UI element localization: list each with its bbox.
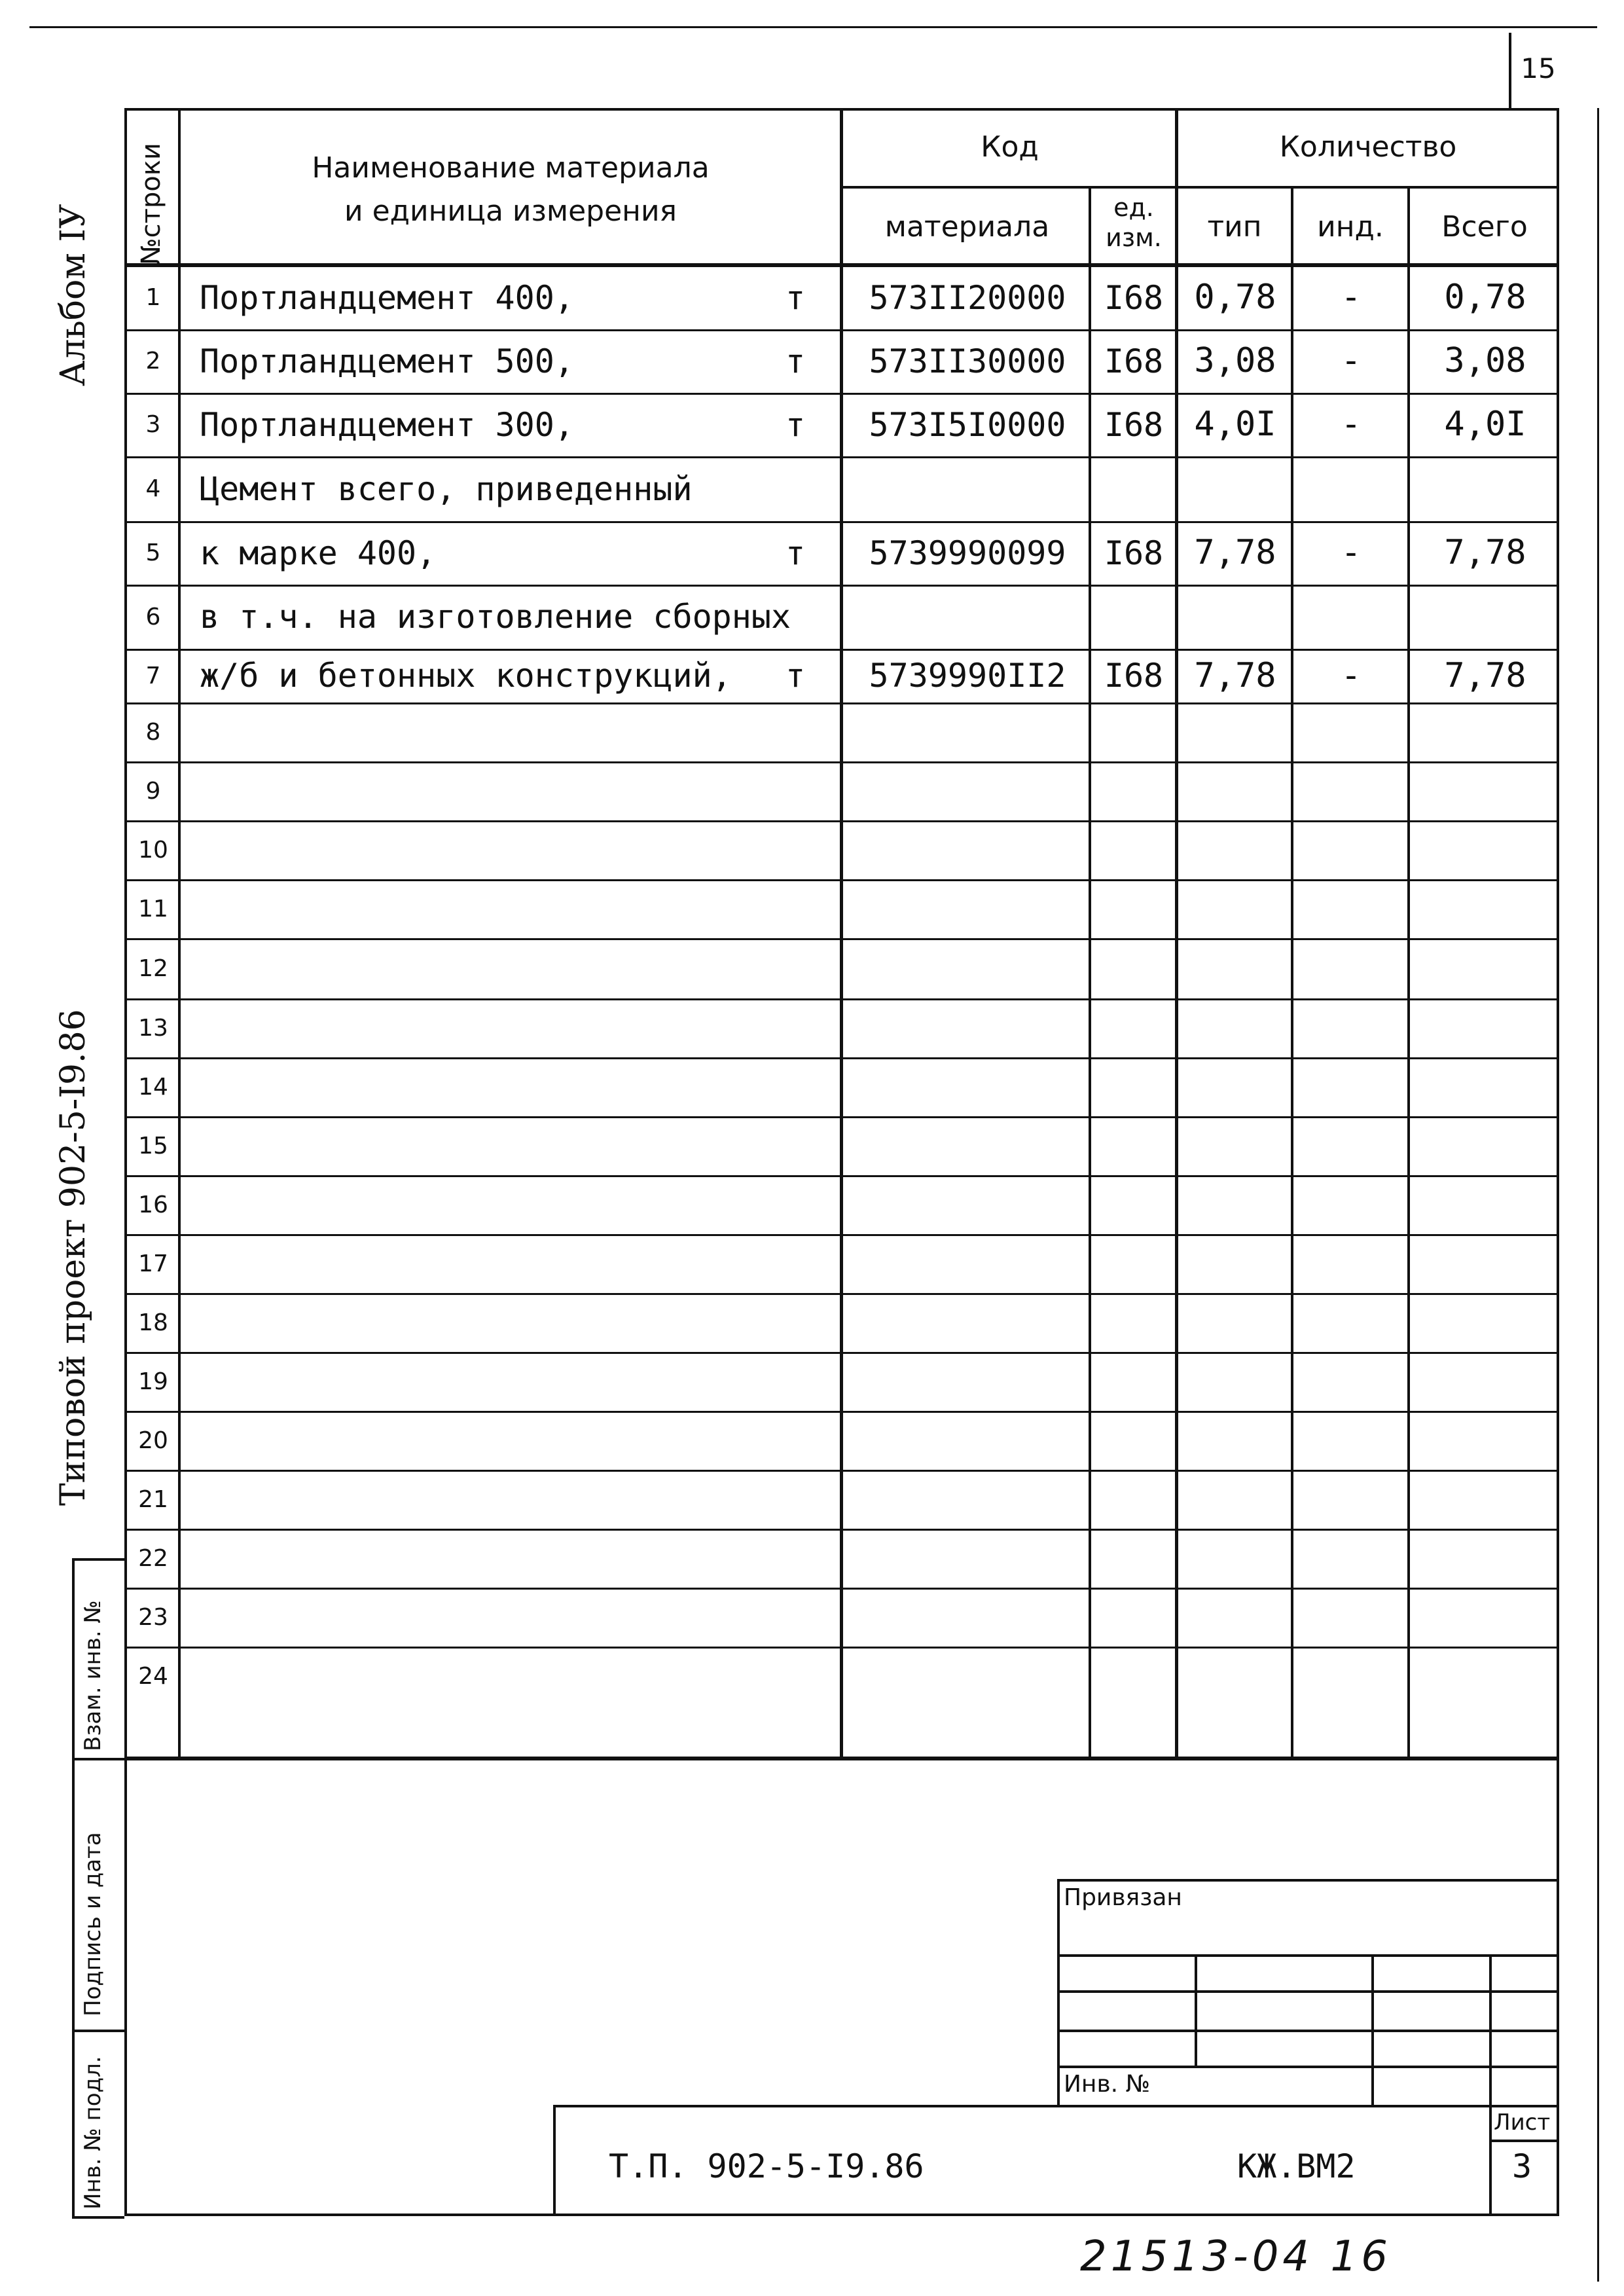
row-separator <box>124 702 1559 704</box>
title-block-doc-number: Т.П. 902-5-I9.86 <box>609 2147 924 2185</box>
row-separator <box>124 1175 1559 1177</box>
side-label-album: Альбом IУ <box>54 204 93 386</box>
title-block-privyazan: Привязан <box>1064 1884 1182 1911</box>
row-separator <box>124 456 1559 458</box>
row-number: 8 <box>145 718 161 746</box>
row-qty-ind: - <box>1341 655 1362 695</box>
top-border-line <box>29 26 1597 28</box>
row-qty-type: 7,78 <box>1194 533 1276 573</box>
row-separator <box>124 1647 1559 1649</box>
header-code-unit-1: ед. <box>1113 193 1154 222</box>
sheet-corner-number: 15 <box>1521 52 1556 84</box>
left-strip-divider-3 <box>72 2030 124 2032</box>
row-number: 5 <box>145 539 161 567</box>
handwritten-note: 21513-04 16 <box>1080 2232 1392 2281</box>
header-code: Код <box>981 130 1039 164</box>
row-separator <box>124 998 1559 1000</box>
row-number: 12 <box>138 955 168 982</box>
row-qty-ind: - <box>1341 278 1362 318</box>
row-number: 21 <box>138 1485 168 1513</box>
row-unit-code: I68 <box>1104 342 1164 380</box>
row-separator <box>124 879 1559 881</box>
row-material-code: 573II30000 <box>869 342 1066 380</box>
tb-vline-2 <box>1371 1954 1374 2105</box>
row-separator <box>124 761 1559 763</box>
header-row-no: №строки <box>136 143 166 265</box>
header-code-material: материала <box>884 210 1050 244</box>
row-material-name: в т.ч. на изготовление сборных <box>200 598 791 636</box>
row-material-name: Портландцемент 500, <box>200 342 574 380</box>
tb-line-3 <box>1057 2030 1559 2032</box>
header-code-unit-2: изм. <box>1106 223 1162 252</box>
row-material-name: Портландцемент 300, <box>200 405 574 444</box>
row-number: 14 <box>138 1073 168 1101</box>
title-block-list-value: 3 <box>1512 2147 1532 2185</box>
row-number: 15 <box>138 1132 168 1159</box>
row-number: 10 <box>138 836 168 864</box>
left-strip-line <box>72 1558 75 2216</box>
row-unit-code: I68 <box>1104 278 1164 317</box>
left-strip-divider-4 <box>72 2216 124 2219</box>
row-qty-ind: - <box>1341 341 1362 381</box>
side-label-podpis: Подпись и дата <box>80 1832 106 2016</box>
row-unit: т <box>785 405 806 444</box>
side-label-project: Типовой проект 902-5-I9.86 <box>54 1009 93 1506</box>
row-separator <box>124 938 1559 940</box>
row-material-name: Портландцемент 400, <box>200 278 574 317</box>
left-strip-divider-1 <box>72 1558 124 1561</box>
row-qty-type: 0,78 <box>1194 278 1276 318</box>
header-qty-type: тип <box>1207 210 1262 244</box>
row-material-code: 573II20000 <box>869 278 1066 317</box>
row-number: 3 <box>145 411 161 439</box>
row-qty-total: 7,78 <box>1444 533 1526 573</box>
row-material-name: ж/б и бетонных конструкций, <box>200 657 732 695</box>
right-margin-line <box>1597 108 1599 2282</box>
row-number: 23 <box>138 1603 168 1631</box>
row-separator <box>124 1116 1559 1118</box>
row-qty-type: 3,08 <box>1194 341 1276 381</box>
row-qty-type: 7,78 <box>1194 655 1276 695</box>
row-separator <box>124 1293 1559 1295</box>
row-unit-code: I68 <box>1104 405 1164 444</box>
header-sub-line <box>841 186 1559 189</box>
row-separator <box>124 820 1559 822</box>
row-number: 6 <box>145 603 161 630</box>
row-unit: т <box>785 657 806 695</box>
row-qty-ind: - <box>1341 533 1362 573</box>
row-material-code: 5739990099 <box>869 534 1066 572</box>
row-number: 16 <box>138 1191 168 1218</box>
side-label-vzam: Взам. инв. № <box>80 1600 106 1751</box>
left-strip-divider-2 <box>72 1758 124 1760</box>
title-block-list-label: Лист <box>1494 2109 1551 2136</box>
row-number: 22 <box>138 1544 168 1572</box>
col-line-rownum <box>178 108 181 1758</box>
row-number: 17 <box>138 1250 168 1277</box>
title-block-doc-code: КЖ.ВМ2 <box>1237 2147 1356 2185</box>
row-unit-code: I68 <box>1104 657 1164 695</box>
row-material-name: к марке 400, <box>200 534 437 572</box>
row-number: 24 <box>138 1662 168 1690</box>
row-unit: т <box>785 342 806 380</box>
col-line-name <box>840 108 843 1758</box>
row-qty-total: 7,78 <box>1444 655 1526 695</box>
row-qty-ind: - <box>1341 405 1362 445</box>
row-separator <box>124 329 1559 331</box>
row-qty-total: 3,08 <box>1444 341 1526 381</box>
row-number: 1 <box>145 284 161 312</box>
row-unit-code: I68 <box>1104 534 1164 572</box>
row-separator <box>124 1470 1559 1472</box>
tb-line-4 <box>1057 2066 1559 2068</box>
row-unit: т <box>785 534 806 572</box>
row-separator <box>124 393 1559 395</box>
row-number: 13 <box>138 1014 168 1042</box>
row-qty-type: 4,0I <box>1194 405 1276 445</box>
row-separator <box>124 1057 1559 1059</box>
row-separator <box>124 1411 1559 1413</box>
row-separator <box>124 1234 1559 1236</box>
side-label-inv-podl: Инв. № подл. <box>80 2056 106 2210</box>
row-unit: т <box>785 278 806 317</box>
title-block-inv-no: Инв. № <box>1064 2071 1151 2098</box>
tb-vline-1 <box>1195 1954 1197 2066</box>
row-number: 9 <box>145 777 161 805</box>
row-separator <box>124 649 1559 651</box>
row-material-code: 5739990II2 <box>869 657 1066 695</box>
header-name-line2: и единица измерения <box>344 194 677 228</box>
row-separator <box>124 585 1559 587</box>
row-separator <box>124 1588 1559 1590</box>
tb-line-2 <box>1057 1990 1559 1993</box>
header-qty-total: Всего <box>1441 210 1528 244</box>
col-line-tip <box>1291 186 1293 1758</box>
row-qty-total: 0,78 <box>1444 278 1526 318</box>
row-number: 11 <box>138 895 168 922</box>
tb-list-line <box>1489 2140 1559 2142</box>
tb-line-1 <box>1057 1954 1559 1957</box>
row-separator <box>124 521 1559 523</box>
row-number: 18 <box>138 1309 168 1336</box>
row-qty-total: 4,0I <box>1444 405 1526 445</box>
header-qty-ind: инд. <box>1317 210 1384 244</box>
col-line-ind <box>1407 186 1410 1758</box>
row-material-name: Цемент всего, приведенный <box>200 469 693 508</box>
row-separator <box>124 1352 1559 1354</box>
row-number: 19 <box>138 1368 168 1395</box>
header-quantity: Количество <box>1279 130 1457 164</box>
header-name-line1: Наименование материала <box>312 151 710 185</box>
row-separator <box>124 1529 1559 1531</box>
row-number: 7 <box>145 662 161 689</box>
row-number: 4 <box>145 475 161 503</box>
row-number: 20 <box>138 1427 168 1454</box>
row-number: 2 <box>145 348 161 375</box>
row-material-code: 573I5I0000 <box>869 405 1066 444</box>
